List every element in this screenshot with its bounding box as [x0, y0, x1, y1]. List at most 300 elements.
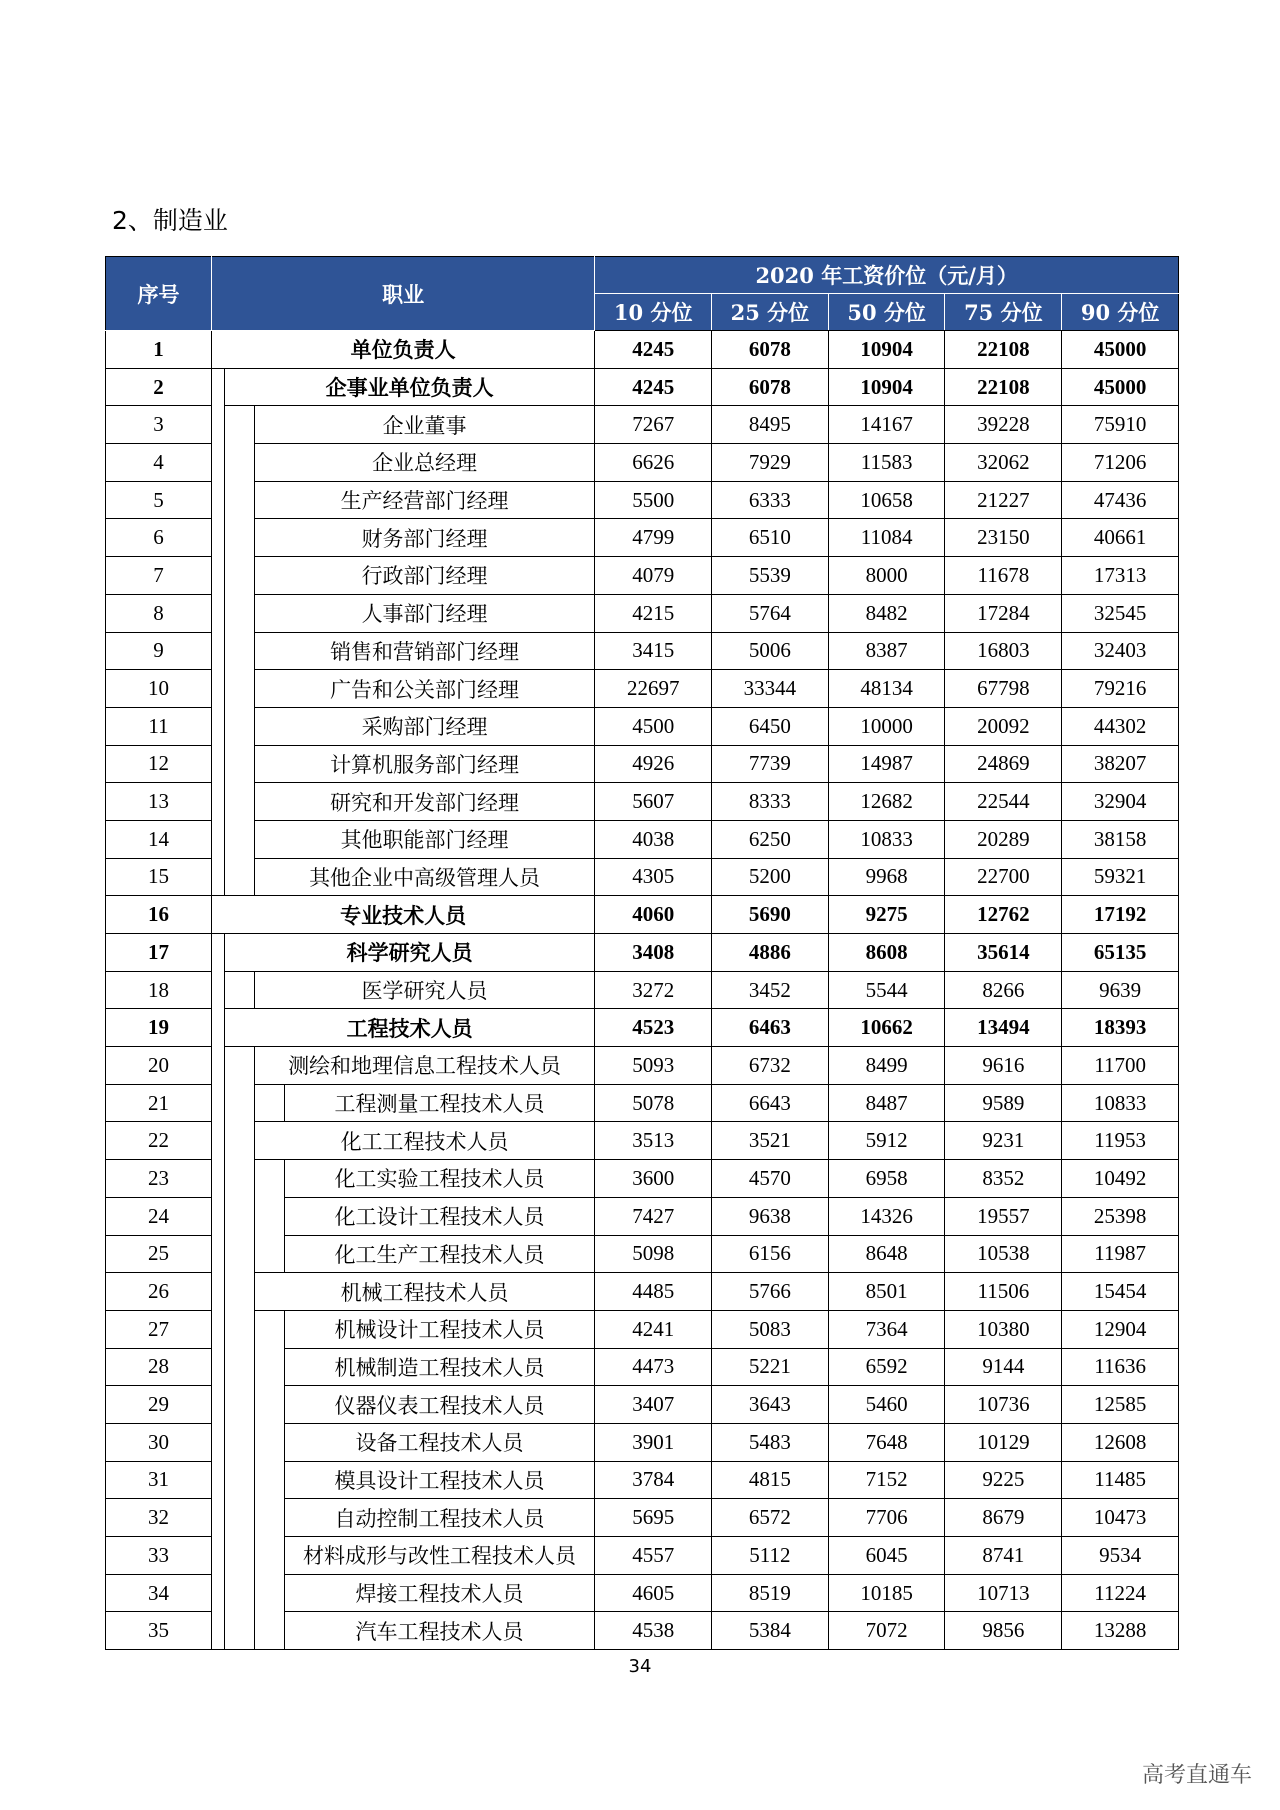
indent-cell: [224, 1348, 254, 1386]
row-seq: 1: [106, 331, 212, 369]
row-p90: 17192: [1062, 896, 1179, 934]
row-p10: 3272: [595, 971, 712, 1009]
indent-cell: [212, 1273, 225, 1311]
row-occupation: 机械工程技术人员: [254, 1273, 595, 1311]
indent-cell: [224, 1423, 254, 1461]
table-row: [106, 1235, 1179, 1273]
row-p10: 3901: [595, 1423, 712, 1461]
row-p50: 8501: [828, 1273, 945, 1311]
row-p50: 10185: [828, 1574, 945, 1612]
row-p50: 9275: [828, 896, 945, 934]
row-seq: 35: [106, 1612, 212, 1650]
row-seq: 16: [106, 896, 212, 934]
indent-cell: [224, 1537, 254, 1575]
row-p90: 75910: [1062, 406, 1179, 444]
row-p90: 9534: [1062, 1537, 1179, 1575]
row-p90: 11700: [1062, 1047, 1179, 1085]
row-p75: 22108: [945, 368, 1062, 406]
row-p10: 3600: [595, 1160, 712, 1198]
row-p75: 22108: [945, 331, 1062, 369]
row-p10: 5500: [595, 481, 712, 519]
row-occupation: 仪器仪表工程技术人员: [284, 1386, 595, 1424]
row-occupation: 化工设计工程技术人员: [284, 1197, 595, 1235]
table-row: [106, 1122, 1179, 1160]
indent-cell: [254, 1423, 284, 1461]
row-p90: 40661: [1062, 519, 1179, 557]
row-p75: 16803: [945, 632, 1062, 670]
row-p90: 12904: [1062, 1310, 1179, 1348]
row-p90: 32904: [1062, 783, 1179, 821]
indent-cell: [212, 1160, 225, 1198]
row-p10: 3408: [595, 934, 712, 972]
indent-cell: [254, 1310, 284, 1348]
row-occupation: 测绘和地理信息工程技术人员: [254, 1047, 595, 1085]
row-occupation: 企业总经理: [254, 444, 595, 482]
row-p10: 4241: [595, 1310, 712, 1348]
row-occupation: 化工生产工程技术人员: [284, 1235, 595, 1273]
row-p25: 4815: [712, 1461, 829, 1499]
row-p75: 10713: [945, 1574, 1062, 1612]
row-p25: 4570: [712, 1160, 829, 1198]
table-row: [106, 368, 1179, 406]
row-occupation: 财务部门经理: [254, 519, 595, 557]
row-occupation: 广告和公关部门经理: [254, 670, 595, 708]
row-p50: 10000: [828, 707, 945, 745]
table-row: [106, 971, 1179, 1009]
row-seq: 12: [106, 745, 212, 783]
row-p25: 5200: [712, 858, 829, 896]
indent-cell: [224, 971, 254, 1009]
row-p90: 38207: [1062, 745, 1179, 783]
indent-cell: [254, 1348, 284, 1386]
row-p90: 17313: [1062, 557, 1179, 595]
row-p50: 14326: [828, 1197, 945, 1235]
row-p25: 6078: [712, 368, 829, 406]
row-p75: 11678: [945, 557, 1062, 595]
row-p50: 14987: [828, 745, 945, 783]
row-occupation: 企业董事: [254, 406, 595, 444]
indent-cell: [224, 1612, 254, 1650]
row-occupation: 单位负责人: [212, 331, 595, 369]
row-seq: 31: [106, 1461, 212, 1499]
wage-table-body: [106, 331, 1179, 1650]
table-row: [106, 896, 1179, 934]
row-p50: 8482: [828, 594, 945, 632]
table-row: [106, 1537, 1179, 1575]
indent-cell: [212, 1461, 225, 1499]
row-p75: 20092: [945, 707, 1062, 745]
table-row: [106, 444, 1179, 482]
row-seq: 26: [106, 1273, 212, 1311]
row-p75: 9589: [945, 1084, 1062, 1122]
row-occupation: 其他企业中高级管理人员: [254, 858, 595, 896]
indent-cell: [212, 1235, 225, 1273]
row-p90: 47436: [1062, 481, 1179, 519]
row-p50: 7152: [828, 1461, 945, 1499]
row-occupation: 化工工程技术人员: [254, 1122, 595, 1160]
row-p90: 79216: [1062, 670, 1179, 708]
indent-cell: [212, 594, 225, 632]
row-p10: 5078: [595, 1084, 712, 1122]
row-seq: 9: [106, 632, 212, 670]
watermark: 高考直通车: [1141, 1763, 1252, 1788]
row-occupation: 化工实验工程技术人员: [284, 1160, 595, 1198]
indent-cell: [254, 1537, 284, 1575]
indent-cell: [212, 1348, 225, 1386]
indent-cell: [212, 444, 225, 482]
row-p25: 5539: [712, 557, 829, 595]
row-seq: 22: [106, 1122, 212, 1160]
row-seq: 33: [106, 1537, 212, 1575]
row-p10: 4557: [595, 1537, 712, 1575]
indent-cell: [224, 707, 254, 745]
indent-cell: [254, 1084, 284, 1122]
table-row: [106, 1047, 1179, 1085]
indent-cell: [224, 1386, 254, 1424]
indent-cell: [212, 1537, 225, 1575]
row-occupation: 机械设计工程技术人员: [284, 1310, 595, 1348]
indent-cell: [224, 1273, 254, 1311]
table-row: [106, 670, 1179, 708]
row-p90: 65135: [1062, 934, 1179, 972]
row-p50: 7648: [828, 1423, 945, 1461]
header-p50: 50 分位: [828, 294, 945, 331]
row-p10: 4926: [595, 745, 712, 783]
row-occupation: 企事业单位负责人: [224, 368, 594, 406]
row-seq: 20: [106, 1047, 212, 1085]
row-p25: 5221: [712, 1348, 829, 1386]
row-occupation: 生产经营部门经理: [254, 481, 595, 519]
row-p75: 22700: [945, 858, 1062, 896]
row-p25: 8333: [712, 783, 829, 821]
row-p50: 8608: [828, 934, 945, 972]
row-p25: 3521: [712, 1122, 829, 1160]
row-p10: 3415: [595, 632, 712, 670]
indent-cell: [254, 1499, 284, 1537]
header-wage-group: 2020 年工资价位（元/月）: [595, 257, 1179, 294]
row-p50: 8387: [828, 632, 945, 670]
row-p75: 10538: [945, 1235, 1062, 1273]
row-p90: 11485: [1062, 1461, 1179, 1499]
indent-cell: [224, 1047, 254, 1085]
row-p90: 45000: [1062, 368, 1179, 406]
row-p90: 25398: [1062, 1197, 1179, 1235]
row-p90: 10833: [1062, 1084, 1179, 1122]
row-p75: 19557: [945, 1197, 1062, 1235]
row-occupation: 专业技术人员: [212, 896, 595, 934]
indent-cell: [212, 632, 225, 670]
row-seq: 27: [106, 1310, 212, 1348]
table-row: [106, 594, 1179, 632]
row-seq: 29: [106, 1386, 212, 1424]
row-p25: 5764: [712, 594, 829, 632]
row-occupation: 行政部门经理: [254, 557, 595, 595]
table-row: [106, 1612, 1179, 1650]
row-p25: 3452: [712, 971, 829, 1009]
row-p50: 9968: [828, 858, 945, 896]
row-seq: 3: [106, 406, 212, 444]
table-row: [106, 858, 1179, 896]
row-p90: 13288: [1062, 1612, 1179, 1650]
row-occupation: 机械制造工程技术人员: [284, 1348, 595, 1386]
row-p75: 9856: [945, 1612, 1062, 1650]
indent-cell: [212, 670, 225, 708]
row-occupation: 计算机服务部门经理: [254, 745, 595, 783]
row-p10: 6626: [595, 444, 712, 482]
row-p50: 10904: [828, 331, 945, 369]
row-p75: 9616: [945, 1047, 1062, 1085]
row-seq: 13: [106, 783, 212, 821]
row-p50: 7706: [828, 1499, 945, 1537]
indent-cell: [224, 1160, 254, 1198]
row-p50: 5544: [828, 971, 945, 1009]
row-p10: 5607: [595, 783, 712, 821]
indent-cell: [212, 1310, 225, 1348]
header-p25: 25 分位: [712, 294, 829, 331]
row-p75: 9144: [945, 1348, 1062, 1386]
table-row: [106, 331, 1179, 369]
table-row: [106, 1386, 1179, 1424]
row-seq: 23: [106, 1160, 212, 1198]
row-p25: 6572: [712, 1499, 829, 1537]
row-p75: 8266: [945, 971, 1062, 1009]
table-row: [106, 934, 1179, 972]
row-p90: 59321: [1062, 858, 1179, 896]
row-p10: 7267: [595, 406, 712, 444]
row-p75: 8741: [945, 1537, 1062, 1575]
row-occupation: 科学研究人员: [224, 934, 594, 972]
row-p25: 5006: [712, 632, 829, 670]
row-p25: 5766: [712, 1273, 829, 1311]
row-seq: 5: [106, 481, 212, 519]
page-number: 34: [628, 1656, 652, 1677]
indent-cell: [224, 557, 254, 595]
row-p25: 3643: [712, 1386, 829, 1424]
table-row: [106, 1310, 1179, 1348]
row-p25: 6732: [712, 1047, 829, 1085]
row-p25: 6643: [712, 1084, 829, 1122]
row-p50: 8648: [828, 1235, 945, 1273]
row-p90: 12608: [1062, 1423, 1179, 1461]
row-p75: 23150: [945, 519, 1062, 557]
indent-cell: [224, 820, 254, 858]
indent-cell: [254, 1574, 284, 1612]
indent-cell: [254, 1235, 284, 1273]
indent-cell: [224, 406, 254, 444]
header-p75: 75 分位: [945, 294, 1062, 331]
table-row: [106, 745, 1179, 783]
table-row: [106, 1499, 1179, 1537]
row-p50: 11084: [828, 519, 945, 557]
table-row: [106, 632, 1179, 670]
row-occupation: 医学研究人员: [254, 971, 595, 1009]
row-p25: 6510: [712, 519, 829, 557]
row-seq: 24: [106, 1197, 212, 1235]
row-p75: 10380: [945, 1310, 1062, 1348]
row-p10: 4500: [595, 707, 712, 745]
indent-cell: [224, 1197, 254, 1235]
row-p50: 10904: [828, 368, 945, 406]
row-p10: 4038: [595, 820, 712, 858]
row-p50: 12682: [828, 783, 945, 821]
row-p10: 5093: [595, 1047, 712, 1085]
row-p10: 4305: [595, 858, 712, 896]
row-p25: 5483: [712, 1423, 829, 1461]
row-seq: 6: [106, 519, 212, 557]
indent-cell: [212, 1574, 225, 1612]
row-p50: 6592: [828, 1348, 945, 1386]
row-p50: 7072: [828, 1612, 945, 1650]
row-occupation: 采购部门经理: [254, 707, 595, 745]
row-p90: 10492: [1062, 1160, 1179, 1198]
row-seq: 30: [106, 1423, 212, 1461]
indent-cell: [254, 1386, 284, 1424]
row-p90: 9639: [1062, 971, 1179, 1009]
row-p75: 9225: [945, 1461, 1062, 1499]
row-p10: 4605: [595, 1574, 712, 1612]
indent-cell: [212, 783, 225, 821]
row-seq: 14: [106, 820, 212, 858]
row-p10: 4799: [595, 519, 712, 557]
section-title: 2、制造业: [112, 206, 228, 235]
indent-cell: [212, 368, 225, 406]
row-p25: 7739: [712, 745, 829, 783]
row-p50: 5460: [828, 1386, 945, 1424]
row-seq: 18: [106, 971, 212, 1009]
indent-cell: [212, 1122, 225, 1160]
row-seq: 34: [106, 1574, 212, 1612]
indent-cell: [224, 632, 254, 670]
table-row: [106, 707, 1179, 745]
row-p90: 38158: [1062, 820, 1179, 858]
row-seq: 21: [106, 1084, 212, 1122]
indent-cell: [254, 1461, 284, 1499]
row-p50: 48134: [828, 670, 945, 708]
indent-cell: [224, 1122, 254, 1160]
row-p50: 14167: [828, 406, 945, 444]
row-occupation: 自动控制工程技术人员: [284, 1499, 595, 1537]
table-row: [106, 1084, 1179, 1122]
indent-cell: [212, 858, 225, 896]
header-occupation: 职业: [212, 257, 595, 331]
indent-cell: [224, 858, 254, 896]
indent-cell: [224, 783, 254, 821]
row-p90: 45000: [1062, 331, 1179, 369]
row-p25: 6463: [712, 1009, 829, 1047]
indent-cell: [224, 745, 254, 783]
row-p90: 18393: [1062, 1009, 1179, 1047]
row-p10: 4079: [595, 557, 712, 595]
indent-cell: [212, 934, 225, 972]
row-occupation: 焊接工程技术人员: [284, 1574, 595, 1612]
row-p50: 6958: [828, 1160, 945, 1198]
row-seq: 28: [106, 1348, 212, 1386]
table-row: [106, 1197, 1179, 1235]
indent-cell: [212, 1047, 225, 1085]
row-seq: 2: [106, 368, 212, 406]
indent-cell: [224, 519, 254, 557]
row-p75: 10129: [945, 1423, 1062, 1461]
row-p10: 4485: [595, 1273, 712, 1311]
row-p90: 11987: [1062, 1235, 1179, 1273]
row-p25: 33344: [712, 670, 829, 708]
indent-cell: [254, 1197, 284, 1235]
row-p90: 44302: [1062, 707, 1179, 745]
row-p90: 11953: [1062, 1122, 1179, 1160]
row-p50: 10662: [828, 1009, 945, 1047]
table-row: [106, 406, 1179, 444]
row-p25: 5083: [712, 1310, 829, 1348]
indent-cell: [224, 481, 254, 519]
row-p10: 5695: [595, 1499, 712, 1537]
indent-cell: [212, 971, 225, 1009]
row-p75: 9231: [945, 1122, 1062, 1160]
row-occupation: 汽车工程技术人员: [284, 1612, 595, 1650]
indent-cell: [212, 1009, 225, 1047]
row-occupation: 研究和开发部门经理: [254, 783, 595, 821]
row-seq: 4: [106, 444, 212, 482]
row-seq: 10: [106, 670, 212, 708]
table-row: [106, 1009, 1179, 1047]
row-p90: 10473: [1062, 1499, 1179, 1537]
row-p10: 4473: [595, 1348, 712, 1386]
row-p25: 7929: [712, 444, 829, 482]
row-p25: 6250: [712, 820, 829, 858]
row-seq: 32: [106, 1499, 212, 1537]
table-row: [106, 1348, 1179, 1386]
row-p75: 8679: [945, 1499, 1062, 1537]
row-p75: 21227: [945, 481, 1062, 519]
row-seq: 19: [106, 1009, 212, 1047]
table-row: [106, 1273, 1179, 1311]
row-p10: 4215: [595, 594, 712, 632]
row-p50: 10658: [828, 481, 945, 519]
row-p25: 8519: [712, 1574, 829, 1612]
row-p50: 10833: [828, 820, 945, 858]
row-p50: 8487: [828, 1084, 945, 1122]
row-p75: 8352: [945, 1160, 1062, 1198]
row-p90: 12585: [1062, 1386, 1179, 1424]
row-p10: 3784: [595, 1461, 712, 1499]
row-p50: 6045: [828, 1537, 945, 1575]
row-p10: 5098: [595, 1235, 712, 1273]
indent-cell: [212, 1423, 225, 1461]
row-occupation: 人事部门经理: [254, 594, 595, 632]
row-p75: 20289: [945, 820, 1062, 858]
header-p10: 10 分位: [595, 294, 712, 331]
row-occupation: 设备工程技术人员: [284, 1423, 595, 1461]
row-p25: 9638: [712, 1197, 829, 1235]
row-p75: 12762: [945, 896, 1062, 934]
row-p25: 5690: [712, 896, 829, 934]
table-row: [106, 1461, 1179, 1499]
row-p10: 7427: [595, 1197, 712, 1235]
row-p75: 24869: [945, 745, 1062, 783]
row-seq: 25: [106, 1235, 212, 1273]
row-p75: 17284: [945, 594, 1062, 632]
indent-cell: [224, 670, 254, 708]
row-p25: 6450: [712, 707, 829, 745]
row-seq: 17: [106, 934, 212, 972]
row-p25: 6333: [712, 481, 829, 519]
indent-cell: [254, 1160, 284, 1198]
indent-cell: [212, 1386, 225, 1424]
indent-cell: [212, 1499, 225, 1537]
row-p50: 7364: [828, 1310, 945, 1348]
indent-cell: [212, 557, 225, 595]
row-p90: 32403: [1062, 632, 1179, 670]
row-seq: 8: [106, 594, 212, 632]
